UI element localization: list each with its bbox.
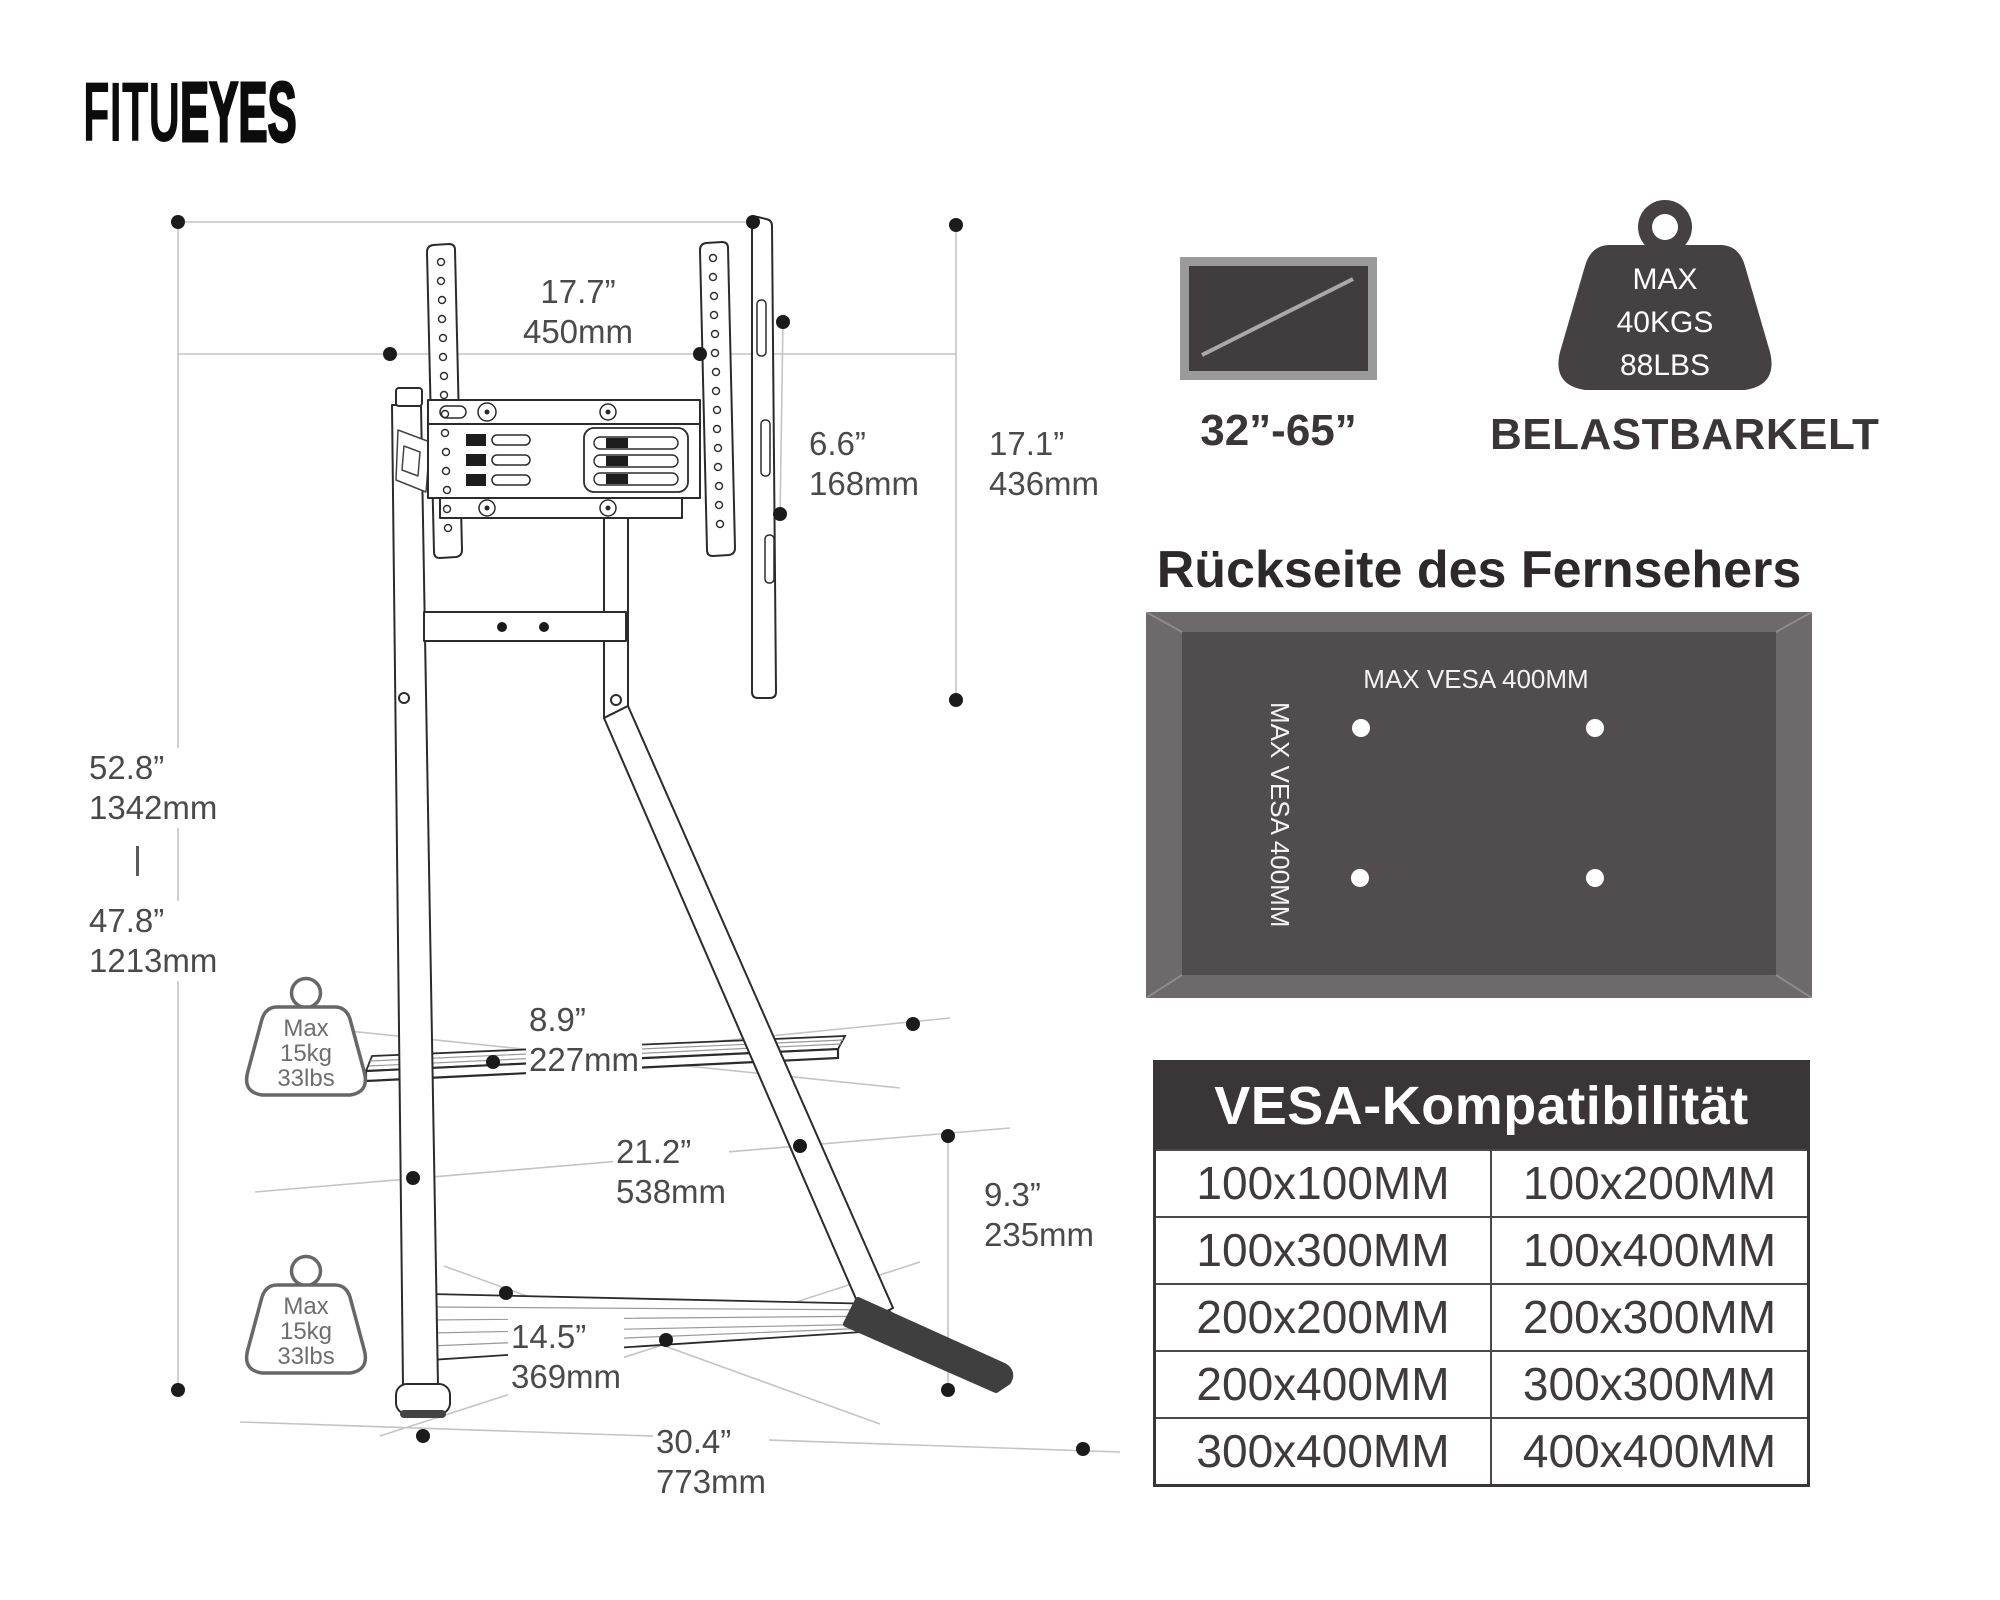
dim-height-min-mm: 1213mm (89, 942, 218, 979)
dim-height-max-mm: 1342mm (89, 789, 218, 826)
max-vesa-horizontal-label: MAX VESA 400MM (1363, 664, 1589, 694)
brand-logo-bold: EYES (180, 65, 297, 159)
dim-base-width-inch: 30.4” (656, 1423, 732, 1460)
dim-mount-offset-mm: 168mm (809, 465, 920, 502)
dim-base-width-mm: 773mm (656, 1463, 767, 1500)
dim-bracket-height-mm: 436mm (989, 465, 1100, 502)
dim-height-min-inch: 47.8” (89, 902, 165, 939)
vesa-table-title: VESA-Kompatibilität (1156, 1063, 1807, 1149)
vesa-hole-top-left (1352, 719, 1370, 737)
brand-logo-light: FITU (83, 65, 181, 159)
dim-height-max-inch: 52.8” (89, 749, 165, 786)
dim-base-depth-mm: 369mm (511, 1358, 622, 1395)
dim-base-width (653, 1422, 769, 1502)
dim-shelf-width-mm: 538mm (616, 1173, 727, 1210)
table-row (1156, 1417, 1807, 1484)
brand-logo (83, 65, 297, 159)
max-load-text (1565, 258, 1765, 387)
dim-shelf-width-inch: 21.2” (616, 1133, 692, 1170)
max-load-caption: BELASTBARKELT (1490, 410, 1880, 459)
shelf-load-badge-1 (268, 1016, 344, 1091)
vesa-cell: 300x300MM (1490, 1352, 1807, 1417)
dim-base-depth-inch: 14.5” (511, 1318, 587, 1355)
vesa-cell: 200x300MM (1490, 1285, 1807, 1350)
vesa-hole-top-right (1586, 719, 1604, 737)
dim-top-width-inch: 17.7” (540, 273, 616, 310)
dim-top-width-mm: 450mm (522, 313, 634, 350)
panel-title: Rückseite des Fernsehers (1156, 541, 1802, 599)
vesa-cell: 200x200MM (1196, 1291, 1450, 1343)
dim-height-min (86, 901, 220, 981)
dim-height-max (86, 748, 220, 828)
dim-bracket-height (986, 424, 1102, 504)
shelf-load-1-line3: 33lbs (277, 1065, 335, 1092)
tv-screen-icon (1180, 257, 1377, 380)
dim-base-depth (508, 1317, 624, 1397)
vesa-cell: 100x300MM (1196, 1224, 1450, 1276)
vesa-cell: 400x400MM (1490, 1419, 1807, 1484)
shelf-load-1-line2: 15kg (279, 1040, 333, 1067)
shelf-load-2-line3: 33lbs (277, 1343, 335, 1370)
vesa-cell: 100x100MM (1196, 1157, 1450, 1209)
max-load-line1: MAX (1632, 263, 1698, 296)
dim-bracket-height-inch: 17.1” (989, 425, 1065, 462)
vesa-hole-bottom-left (1351, 869, 1369, 887)
dim-shelf-depth (526, 1000, 642, 1080)
vesa-table (1153, 1060, 1810, 1487)
shelf-load-1-line1: Max (283, 1015, 329, 1042)
dim-shelf-depth-inch: 8.9” (529, 1001, 586, 1038)
tv-size-range: 32”-65” (1200, 406, 1357, 455)
max-vesa-vertical-label: MAX VESA 400MM (1265, 702, 1295, 928)
dim-mount-offset-inch: 6.6” (809, 425, 866, 462)
table-row (1156, 1283, 1807, 1350)
vesa-cell: 200x400MM (1196, 1358, 1450, 1410)
table-row (1156, 1350, 1807, 1417)
max-load-line2: 40KGS (1616, 306, 1714, 339)
dim-bottom-clearance-mm: 235mm (984, 1216, 1095, 1253)
dim-top-width (505, 272, 651, 352)
tv-back-panel (1146, 612, 1812, 998)
vesa-cell: 100x400MM (1490, 1218, 1807, 1283)
max-load-line3: 88LBS (1619, 349, 1711, 382)
dim-shelf-depth-mm: 227mm (529, 1041, 640, 1078)
table-row (1156, 1149, 1807, 1216)
shelf-load-2-line1: Max (283, 1293, 329, 1320)
dim-bottom-clearance (981, 1175, 1097, 1255)
shelf-load-badge-2 (268, 1294, 344, 1369)
shelf-load-2-line2: 15kg (279, 1318, 333, 1345)
dim-bottom-clearance-inch: 9.3” (984, 1176, 1041, 1213)
dim-mount-offset (806, 424, 922, 504)
table-row (1156, 1216, 1807, 1283)
dim-shelf-width (613, 1132, 729, 1212)
vesa-hole-bottom-right (1586, 869, 1604, 887)
height-range-tick (136, 846, 139, 876)
vesa-cell: 100x200MM (1490, 1151, 1807, 1216)
vesa-cell: 300x400MM (1196, 1425, 1450, 1477)
bottom-shelf (430, 1294, 897, 1360)
